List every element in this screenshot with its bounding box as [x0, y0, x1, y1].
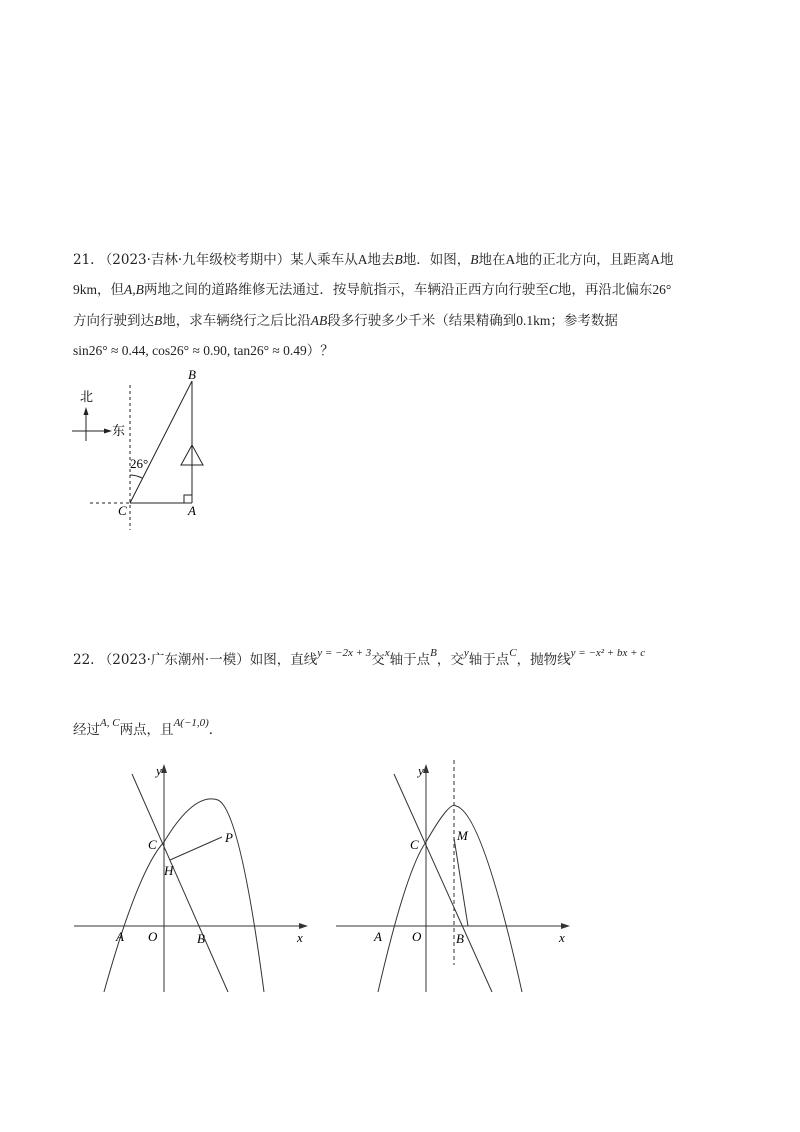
- fig2-y-label: y: [418, 763, 424, 778]
- fig2-O: O: [412, 929, 422, 944]
- fig21-A: A: [188, 503, 196, 518]
- distance: 9km: [73, 282, 98, 297]
- fig21-north: 北: [80, 389, 94, 404]
- fig21-B: B: [188, 367, 196, 382]
- text: 轴于点: [389, 652, 431, 668]
- point-B: B: [470, 252, 479, 267]
- text: 某人乘车从: [290, 252, 358, 268]
- point-B: B: [394, 252, 403, 267]
- text: ；参考数据: [550, 313, 618, 329]
- fig21-east: 东: [112, 423, 126, 438]
- text: 两地之间的道路维修无法通过．按导航指示，车辆沿正西方向行驶至: [143, 282, 549, 298]
- point-A-coord: A(−1,0): [173, 717, 209, 729]
- fig1-H: H: [164, 863, 174, 878]
- fig1-y-label: y: [156, 763, 162, 778]
- text: 地，求车辆绕行之后比沿: [162, 313, 311, 329]
- text: ．: [208, 722, 223, 738]
- point-B: B: [430, 647, 437, 659]
- text: 段多行驶多少千米（结果精确到: [327, 313, 517, 329]
- text: ，交: [436, 652, 464, 668]
- fig2-x-label: x: [559, 930, 565, 945]
- points-AB: A,B: [124, 282, 144, 297]
- text: 地在: [478, 252, 506, 268]
- text: 地．如图，: [402, 252, 471, 268]
- q22-figure-2: [332, 760, 582, 1000]
- fig21-angle: 26°: [130, 456, 149, 471]
- q21-figure: [60, 365, 240, 535]
- text: 地去: [367, 252, 395, 268]
- fig1-O: O: [148, 929, 158, 944]
- text: ，抛物线: [516, 652, 571, 668]
- text: ，但: [97, 282, 125, 298]
- text: 地: [659, 252, 674, 268]
- text: 交: [371, 652, 385, 668]
- segment-AB: AB: [310, 313, 328, 328]
- text: 方向行驶到达: [73, 313, 154, 329]
- text: 地，再沿北偏东: [557, 282, 653, 298]
- fig2-B: B: [456, 931, 464, 946]
- q22-source: （2023·广东潮州·一模）: [98, 652, 250, 668]
- q22-number: 22.: [73, 652, 95, 668]
- points-AC: A, C: [100, 717, 120, 729]
- reference-data: sin26° ≈ 0.44, cos26° ≈ 0.90, tan26° ≈ 0.49: [73, 343, 307, 358]
- point-A: A: [650, 252, 660, 267]
- fig21-C: C: [118, 503, 127, 518]
- q21-number: 21.: [73, 252, 95, 268]
- fig2-C: C: [410, 837, 419, 852]
- text: 经过: [73, 722, 100, 738]
- q21-line-1: [73, 250, 673, 270]
- fig2-A: A: [374, 929, 382, 944]
- point-C: C: [548, 282, 558, 297]
- point-A: A: [357, 252, 368, 267]
- text: ）？: [306, 343, 334, 359]
- fig1-B: B: [197, 931, 205, 946]
- fig1-C: C: [148, 837, 157, 852]
- angle: 26°: [652, 282, 672, 297]
- q21-line-3: [73, 311, 618, 331]
- precision: 0.1km: [516, 313, 551, 328]
- point-B: B: [154, 313, 163, 328]
- text: 轴于点: [468, 652, 510, 668]
- fig2-M: M: [457, 828, 468, 843]
- text: 如图，直线: [249, 652, 318, 668]
- q21-line-4: [73, 341, 334, 361]
- q22-figure-1: [70, 760, 320, 1000]
- parabola-equation: y = −x² + bx + c: [570, 647, 646, 659]
- fig1-A: A: [116, 929, 124, 944]
- q21-line-2: [73, 280, 671, 300]
- line-equation: y = −2x + 3: [317, 647, 372, 659]
- y-axis-label: y: [463, 647, 469, 659]
- q22-line-2: [73, 717, 223, 741]
- fig1-x-label: x: [297, 930, 303, 945]
- q22-line-1: [73, 647, 646, 671]
- text: 两点，且: [119, 722, 174, 738]
- text: 地的正北方向，且距离: [515, 252, 651, 268]
- point-A: A: [505, 252, 516, 267]
- fig1-P: P: [225, 830, 233, 845]
- x-axis-label: x: [384, 647, 390, 659]
- q21-source: （2023·吉林·九年级校考期中）: [98, 252, 291, 268]
- point-C: C: [509, 647, 517, 659]
